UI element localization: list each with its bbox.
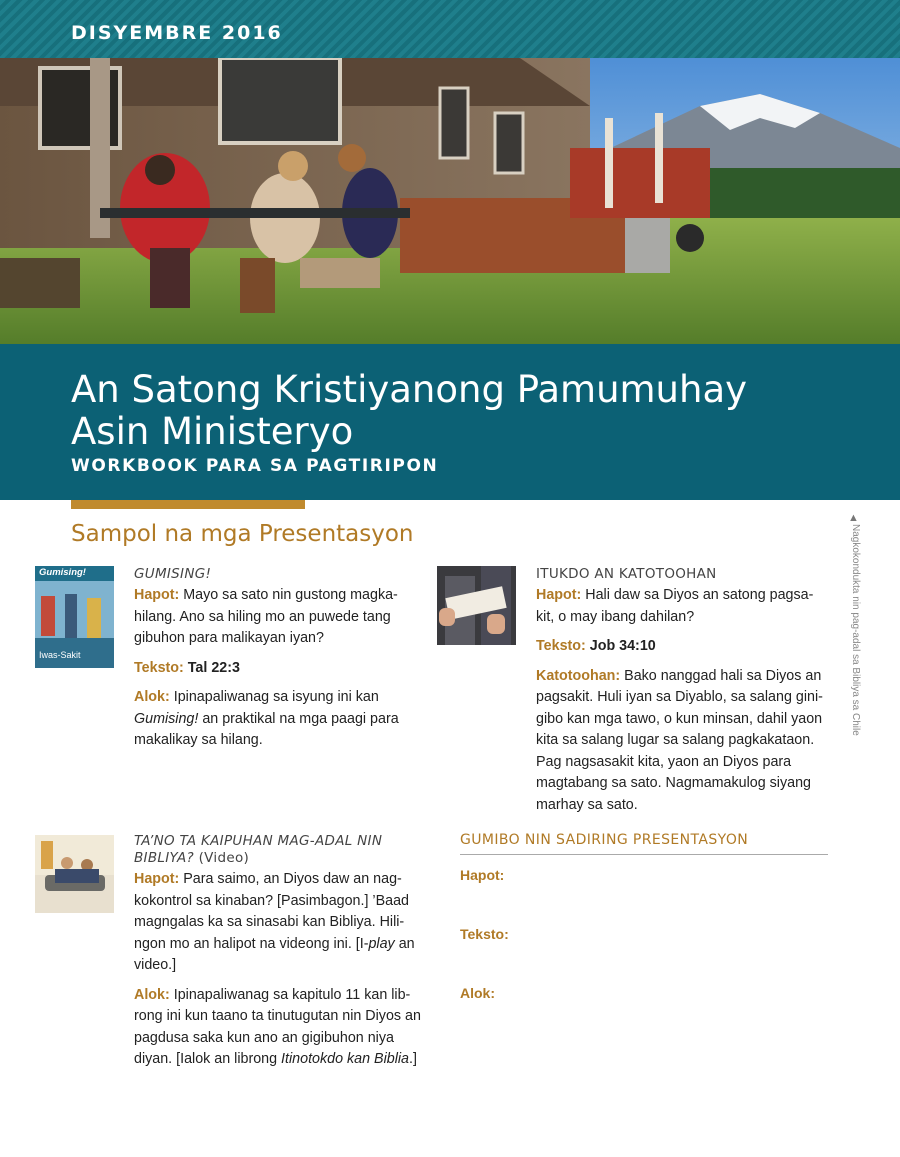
hero-photo (0, 58, 900, 344)
top-bar (0, 0, 900, 58)
scripture-ref: Job 34:10 (589, 638, 656, 654)
title-line-1: An Satong Kristiyanong Pamumuhay (71, 368, 748, 411)
presentation-heading-tail: (Video) (198, 850, 250, 866)
question-italic: play (368, 935, 395, 952)
question-text: Para saimo, an Diyos daw an nag-kokontrol sa kinaban? [Pasimbagon.] ’Baad magngalas ka sa sinasabi kan Bibliya. Hili-ngon mo an halipot na videong ini. [I- (134, 871, 409, 952)
own-offer-label: Alok: (460, 985, 495, 1001)
offer-text: Ipinapaliwanag sa isyung ini kan (173, 689, 379, 705)
presentation-heading: GUMISING! (134, 566, 212, 582)
offer-text-end: an praktikal na mga paagi para makalikay sa hilang. (134, 710, 399, 748)
video-thumbnail (35, 835, 114, 913)
question-text: Mayo sa sato nin gustong magka-hilang. Ano sa hiling mo an puwede tang gibuhon para malikayan iyan? (134, 587, 398, 646)
bible-reading-thumbnail (437, 566, 516, 645)
offer-label: Alok: (134, 689, 170, 705)
scripture-ref: Tal 22:3 (187, 659, 240, 676)
presentation-heading: ITUKDO AN KATOTOOHAN (536, 566, 717, 582)
issue-month: DISYEMBRE 2016 (71, 22, 283, 44)
presentation-gumising (134, 566, 414, 760)
offer-label: Alok: (134, 986, 170, 1003)
photo-credit-text: Nagkokondukta nin pag-adal sa Bibliya sa Chile (850, 524, 861, 736)
own-question-label: Hapot: (460, 867, 505, 883)
photo-credit (848, 512, 862, 742)
presentation-heading: TA’NO TA KAIPUHAN MAG-ADAL NIN BIBLIYA? (134, 833, 383, 866)
title-line-2: Asin Ministeryo (71, 410, 354, 453)
title-banner (0, 344, 900, 500)
presentation-video (134, 833, 430, 1079)
question-label: Hapot: (536, 587, 582, 603)
scripture-label: Teksto: (134, 659, 184, 676)
magazine-caption: Iwas-Sakit (39, 650, 81, 660)
section-title: Sampol na mga Presentasyon (71, 521, 414, 547)
offer-text: Ipinapaliwanag sa kapitulo 11 kan lib-rong ini kun taano ta tinutugutan nin Diyos an pagdusa saka kun ano an gigibuhon niya diyan. [Ialok an librong (134, 986, 421, 1067)
offer-publication: Itinotokdo kan Biblia (281, 1051, 410, 1067)
truth-label: Katotoohan: (536, 667, 621, 684)
banner-subtitle: WORKBOOK PARA SA PAGTIRIPON (71, 456, 439, 476)
magazine-cover-thumbnail (35, 566, 114, 668)
question-text-end: an video.] (134, 935, 415, 973)
own-scripture-label: Teksto: (460, 926, 509, 942)
accent-bar (71, 500, 305, 509)
triangle-up-icon: ▲ (848, 512, 859, 524)
offer-text-end: .] (409, 1051, 417, 1067)
presentation-teach-truth (536, 566, 828, 824)
scripture-label: Teksto: (536, 638, 586, 654)
truth-text: Bako nanggad hali sa Diyos an pagsakit. Huli iyan sa Diyablo, sa salang gini-gibo kan mga tawo, o kun minsan, dahil yaon kita sa salang lugar sa salang pagkakataon. Pag nagsasakit kita, yaon an Diyos para magtabang sa sato. Nagmamakulog siyang marhay sa sato. (536, 667, 823, 813)
own-presentation-title: GUMIBO NIN SADIRING PRESENTASYON (460, 832, 828, 855)
question-label: Hapot: (134, 587, 180, 603)
offer-publication: Gumising! (134, 710, 199, 727)
question-label: Hapot: (134, 871, 180, 887)
magazine-title: Gumising! (39, 567, 86, 578)
question-text: Hali daw sa Diyos an satong pagsa-kit, o may ibang dahilan? (536, 587, 814, 625)
